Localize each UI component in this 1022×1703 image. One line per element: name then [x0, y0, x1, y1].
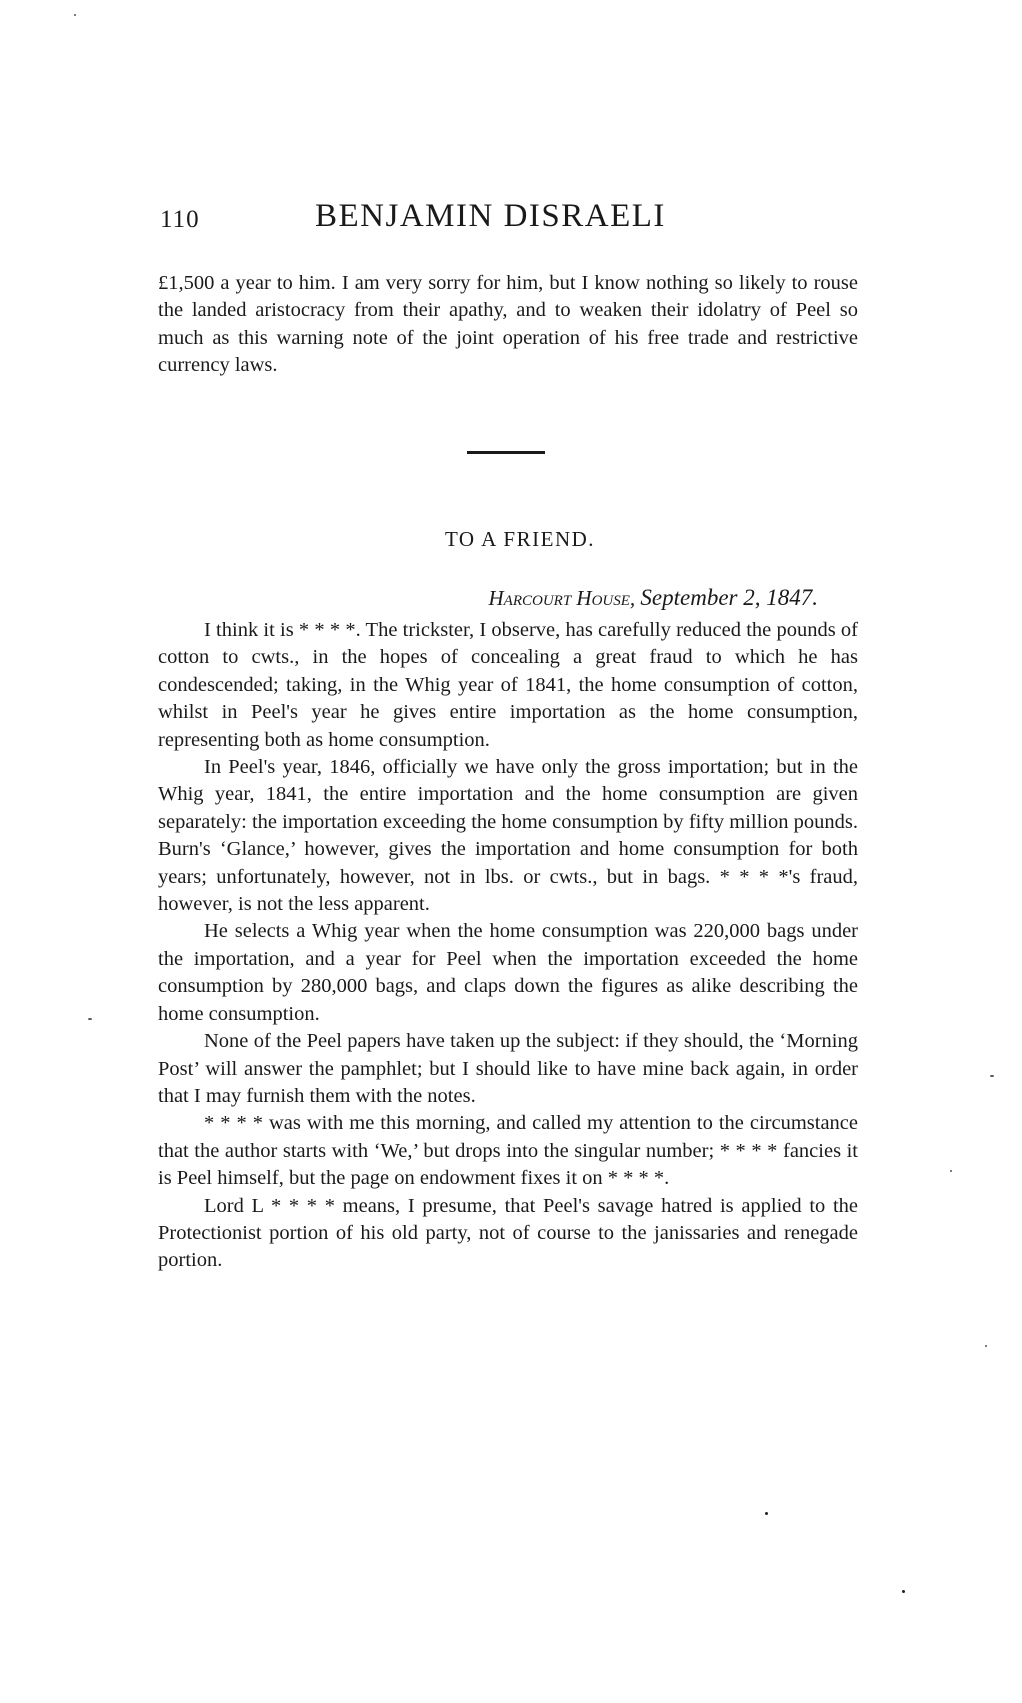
page-number: 110	[160, 206, 200, 233]
scan-speck	[950, 1170, 952, 1172]
letter-paragraph-6: Lord L * * * * means, I presume, that Peel's savage hatred is applied to the Protectionist portion of his old party, not of course to the janissaries and renegade portion.	[158, 1194, 858, 1272]
scan-speck	[765, 1512, 768, 1515]
scan-speck	[88, 1018, 92, 1020]
scan-speck	[902, 1590, 905, 1593]
letter-body	[158, 617, 858, 1275]
letter-paragraph-3: He selects a Whig year when the home consumption was 220,000 bags under the importation, and a year for Peel when the importation exceeded the home consumption by 280,000 bags, and claps down the figures as alike describing the home consumption.	[158, 920, 858, 1025]
scan-speck	[990, 1075, 994, 1077]
letter-place: Harcourt House,	[488, 586, 636, 610]
letter-dateline	[489, 585, 819, 611]
scan-speck	[74, 14, 76, 16]
letter-paragraph-4: None of the Peel papers have taken up the subject: if they should, the ‘Morning Post’ will answer the pamphlet; but I should like to have mine back again, in order that I may furnish them with the notes.	[158, 1030, 858, 1107]
continuation-text-block	[158, 270, 858, 380]
letter-paragraph-5: * * * * was with me this morning, and called my attention to the circumstance that the author starts with ‘We,’ but drops into the singular number; * * * * fancies it is Peel himself, but the page on endowment fixes it on * * * *.	[158, 1112, 858, 1190]
letter-paragraph-2: In Peel's year, 1846, officially we have only the gross importation; but in the Whig year, 1841, the entire importation and the home consumption are given separately: the importation exceeding the home consumption by fifty million pounds. Burn's ‘Glance,’ however, gives the importation and home consumption for both years; unfortunately, however, not in lbs. or cwts., but in bags. * * * *'s fraud, however, is not the less apparent.	[158, 756, 858, 916]
letter-heading: TO A FRIEND.	[444, 527, 596, 551]
continuation-paragraph: £1,500 a year to him. I am very sorry for him, but I know nothing so likely to rouse the landed aristocracy from their apathy, and to weaken their idolatry of Peel so much as this warning note of the joint operation of his free trade and restrictive currency laws.	[158, 272, 858, 377]
section-divider	[467, 451, 545, 454]
running-title: BENJAMIN DISRAELI	[315, 198, 666, 234]
letter-paragraph-1: I think it is * * * *. The trickster, I observe, has carefully reduced the pounds of cotton to cwts., in the hopes of concealing a great fraud to which he has condescended; taking, in the Whig year of 1841, the home consumption of cotton, whilst in Peel's year he gives entire importation as the home consumption, representing both as home consumption.	[158, 619, 858, 751]
running-head	[160, 198, 860, 238]
scan-speck	[985, 1345, 987, 1347]
letter-date: September 2, 1847.	[640, 585, 818, 610]
